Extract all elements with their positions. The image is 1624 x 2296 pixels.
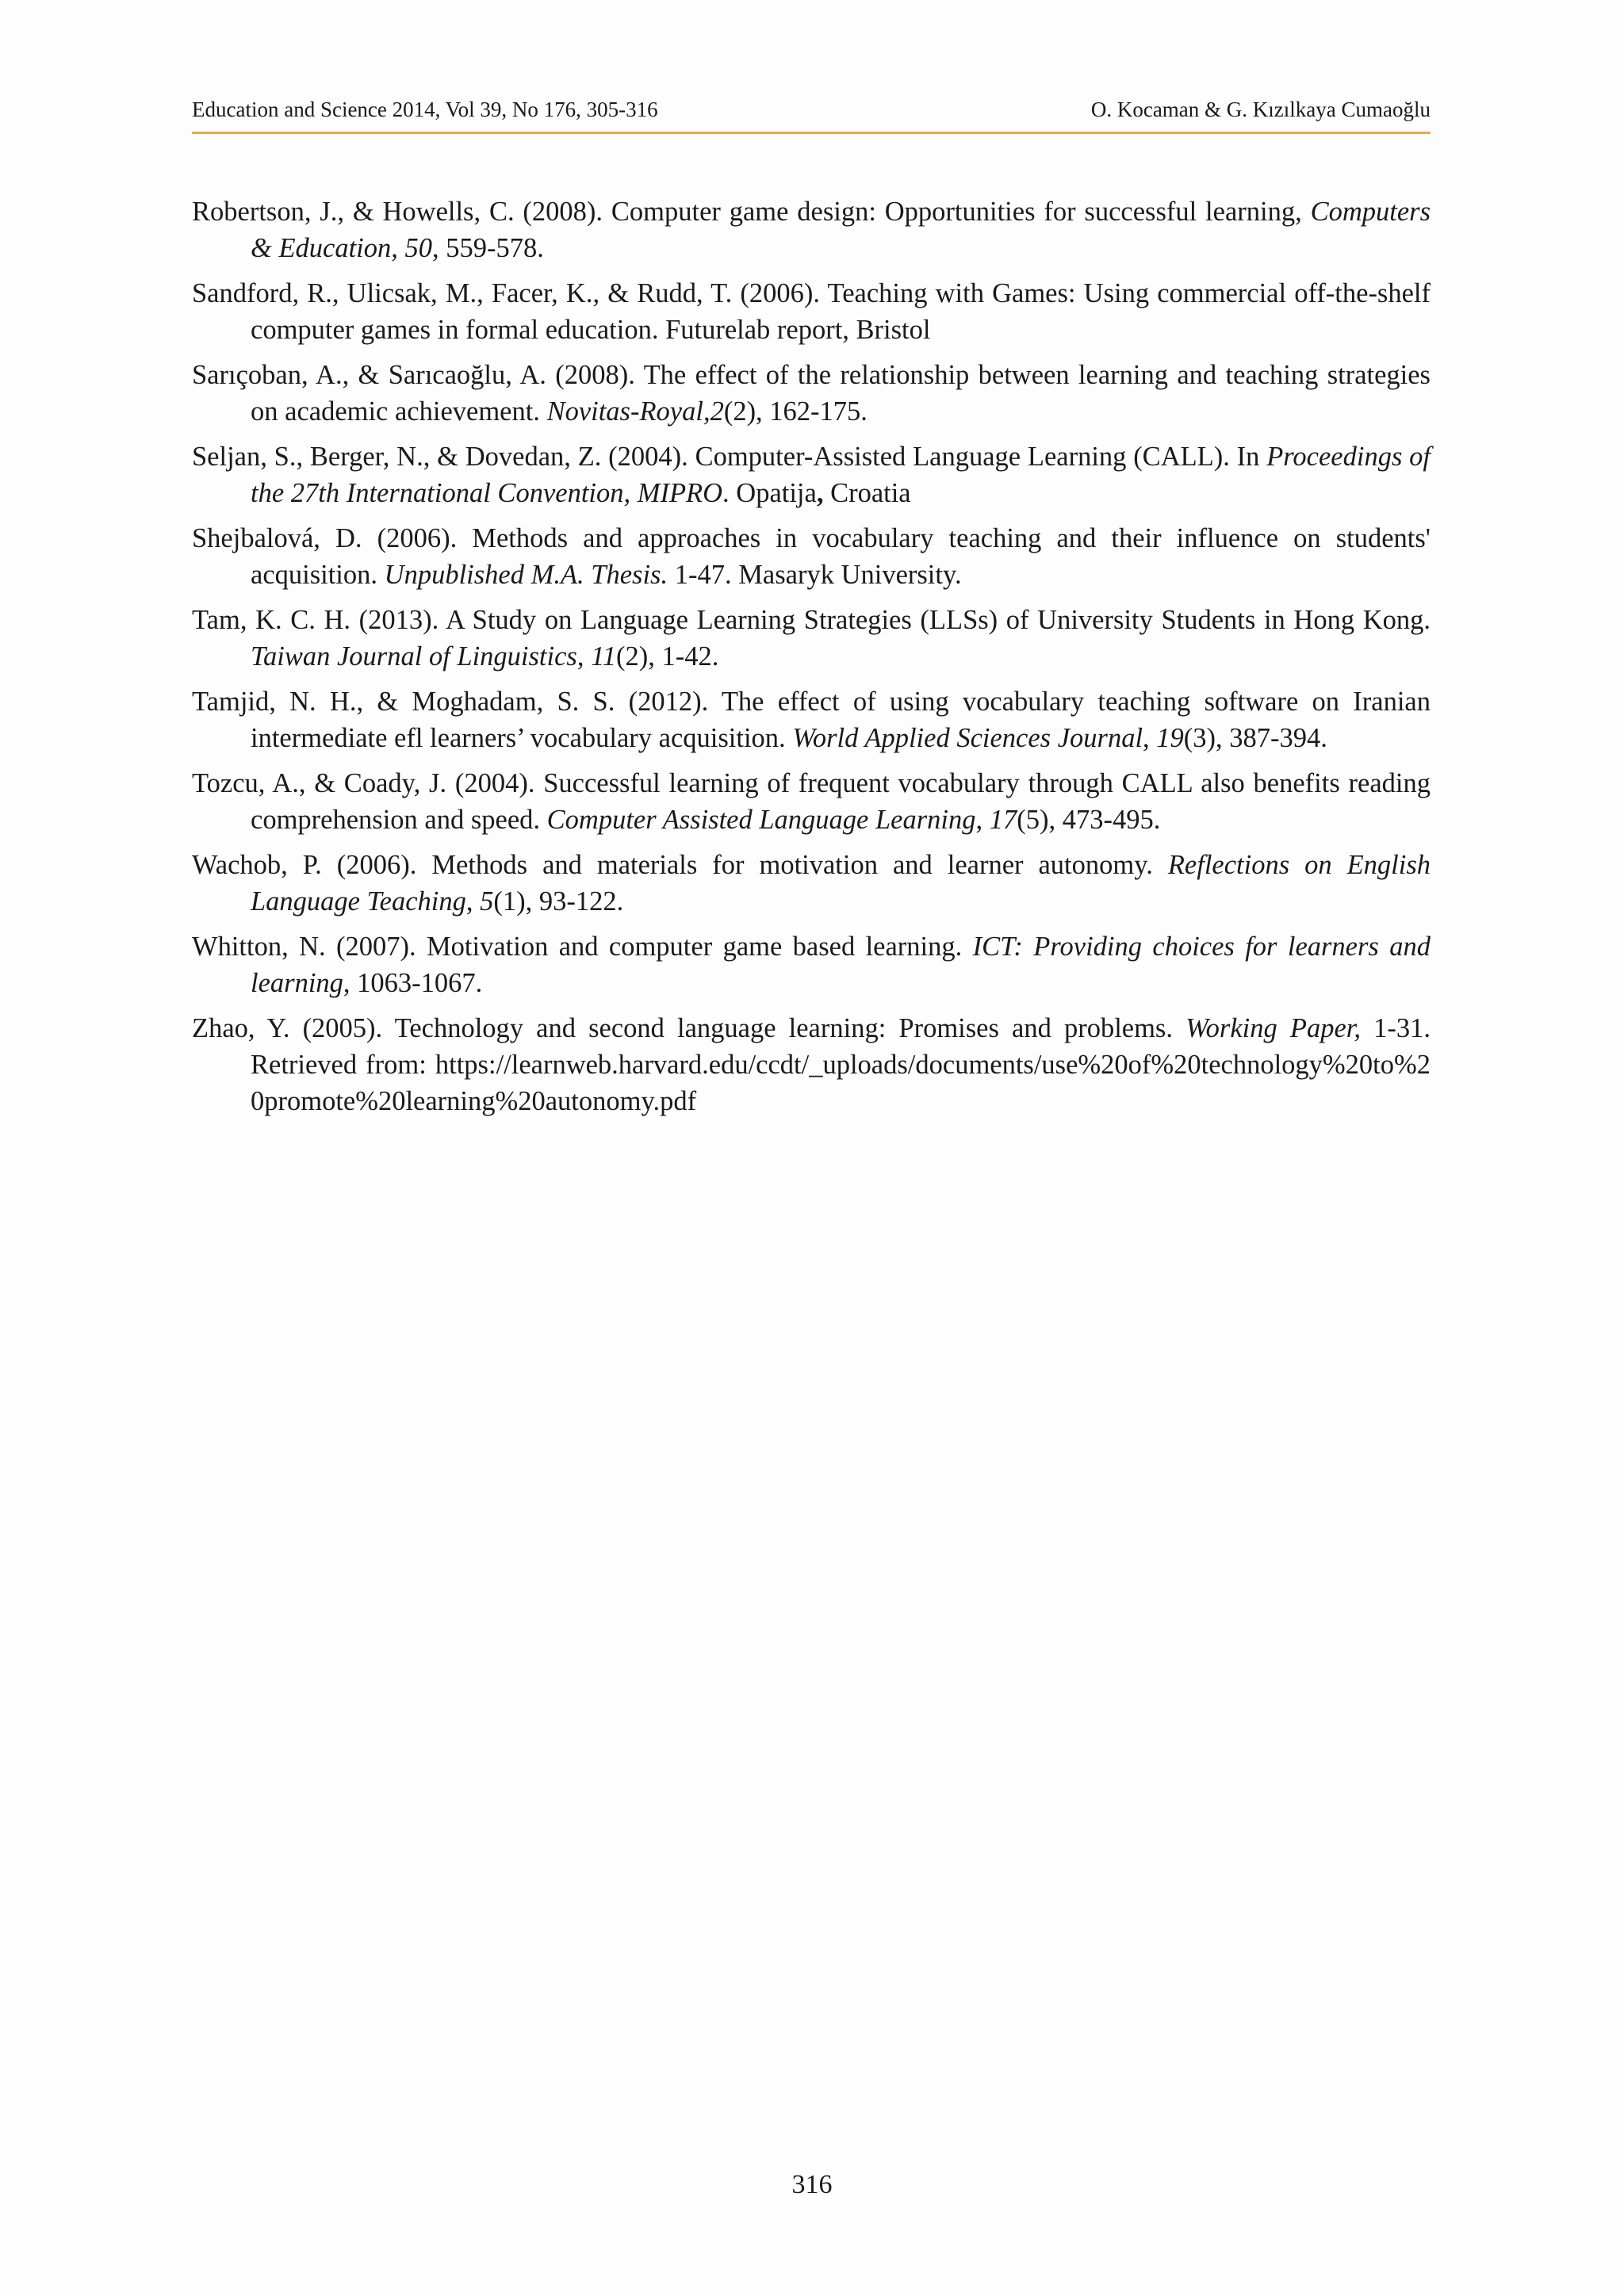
reference-entry: Tam, K. C. H. (2013). A Study on Language Learning Strategies (LLSs) of University Students in Hong Kong. Taiwan Journal of Linguistics, 11(2), 1-42. (192, 605, 1431, 672)
reference-list (192, 193, 1431, 1128)
running-authors: O. Kocaman & G. Kızılkaya Cumaoğlu (1090, 98, 1431, 121)
reference-entry: Whitton, N. (2007). Motivation and computer game based learning. ICT: Providing choices for learners and learning, 1063-1067. (192, 932, 1431, 998)
reference-entry: Shejbalová, D. (2006). Methods and approaches in vocabulary teaching and their influence on students' acquisition. Unpublished M.A. Thesis. 1-47. Masaryk University. (192, 523, 1431, 590)
reference-entry: Robertson, J., & Howells, C. (2008). Computer game design: Opportunities for successful learning, Computers & Education, 50, 559-578. (192, 197, 1431, 263)
reference-entry: Zhao, Y. (2005). Technology and second language learning: Promises and problems. Working Paper, 1-31. Retrieved from: https://learnweb.harvard.edu/ccdt/_uploads/documents/use%20of%20technology%20to%20promote%20learning%20autonomy.pdf (192, 1013, 1431, 1116)
journal-citation: Education and Science 2014, Vol 39, No 176, 305-316 (192, 98, 658, 121)
reference-entry: Tozcu, A., & Coady, J. (2004). Successful learning of frequent vocabulary through CALL also benefits reading comprehension and speed. Computer Assisted Language Learning, 17(5), 473-495. (192, 768, 1431, 835)
running-header (192, 94, 1431, 134)
reference-entry: Tamjid, N. H., & Moghadam, S. S. (2012). The effect of using vocabulary teaching software on Iranian intermediate efl learners’ vocabulary acquisition. World Applied Sciences Journal, 19(3), 387-394. (192, 687, 1431, 753)
reference-entry: Sarıçoban, A., & Sarıcaoğlu, A. (2008). The effect of the relationship between learning and teaching strategies on academic achievement. Novitas-Royal,2(2), 162-175. (192, 360, 1431, 427)
reference-url[interactable]: https://learnweb.harvard.edu/ccdt/_uploads/documents/use%20of%20technology%20to%20promote%20learning%20autonomy.pdf (251, 1050, 1431, 1116)
reference-entry: Sandford, R., Ulicsak, M., Facer, K., & Rudd, T. (2006). Teaching with Games: Using commercial off-the-shelf computer games in formal education. Futurelab report, Bristol (192, 278, 1431, 345)
reference-entry: Wachob, P. (2006). Methods and materials for motivation and learner autonomy. Reflections on English Language Teaching, 5(1), 93-122. (192, 850, 1431, 916)
page-number: 316 (791, 2170, 833, 2199)
reference-entry: Seljan, S., Berger, N., & Dovedan, Z. (2004). Computer-Assisted Language Learning (CALL). In Proceedings of the 27th International Convention, MIPRO. Opatija, Croatia (192, 442, 1431, 508)
